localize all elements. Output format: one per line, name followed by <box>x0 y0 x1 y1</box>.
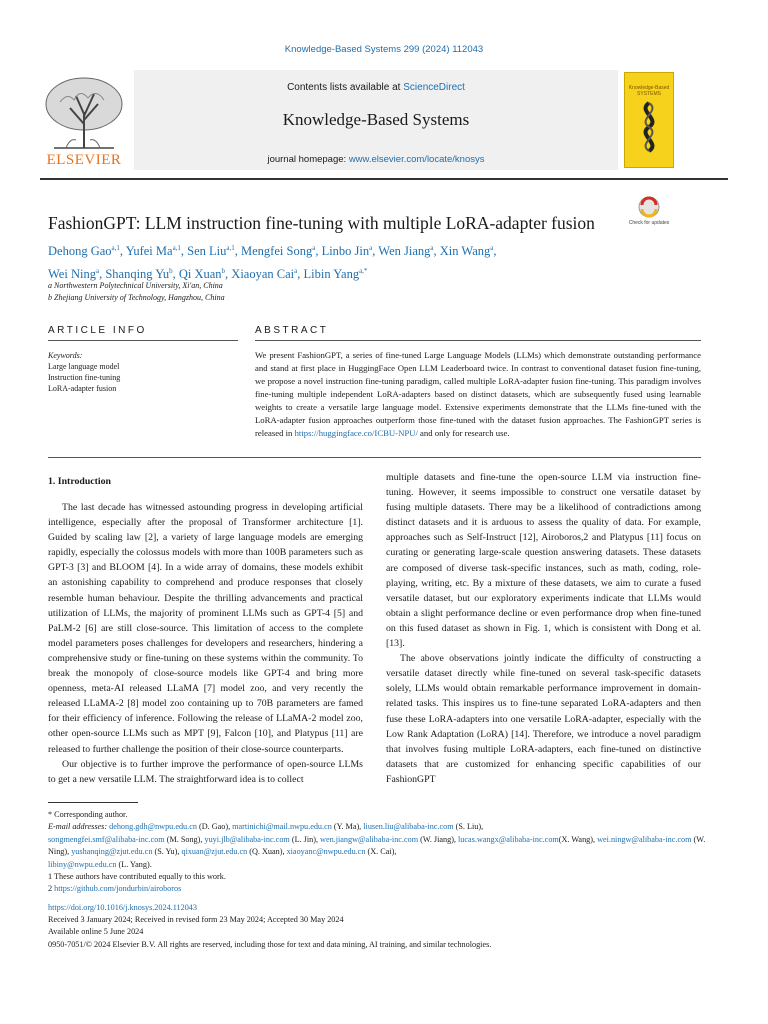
homepage-link[interactable]: www.elsevier.com/locate/knosys <box>348 154 485 165</box>
email-link[interactable]: wen.jiangw@alibaba-inc.com <box>320 834 419 844</box>
email-link[interactable]: qixuan@zjut.edu.cn <box>181 847 248 857</box>
author-affiliation-mark: a,1 <box>172 244 181 252</box>
intro-paragraph: The above observations jointly indicate the difficulty of constructing a versatile dataset directly while fine-tuned on several task-specific datasets solely, LLMs would obtain remarkable performance improvement in domain-related tasks. This inspires us to fine-tune separated LoRA-adapters and then fuse these LoRA-adapters into one versatile LoRA-adapter, especially with the Low Rank Adaptation (LoRA) [14]. Therefore, we introduce a novel paradigm that involves fusing multiple LoRA-adapters, each fine-tuned on distinctive datasets that are customized for enhancing specific capabilities of our FashionGPT <box>386 653 701 785</box>
contents-available <box>134 82 618 93</box>
email-owner: (L. Jin), <box>289 834 321 844</box>
email-label: E-mail addresses: <box>48 822 108 832</box>
doi-link[interactable]: https://doi.org/10.1016/j.knosys.2024.112043 <box>48 903 197 912</box>
email-owner: (Y. Ma), <box>331 822 364 832</box>
abstract-rule <box>255 340 701 341</box>
sciencedirect-link[interactable]: ScienceDirect <box>403 82 465 93</box>
left-column <box>48 500 363 787</box>
author-name[interactable]: Mengfei Song <box>241 244 313 259</box>
abstract-text <box>255 349 701 440</box>
author-affiliation-mark: a <box>490 244 494 252</box>
journal-homepage <box>134 154 618 165</box>
email-owner: (S. Yu), <box>152 847 182 857</box>
author-affiliation-mark: a <box>312 244 316 252</box>
available-online: Available online 5 June 2024 <box>48 927 144 937</box>
abstract-tail: and only for research use. <box>417 428 510 438</box>
email-link[interactable]: lucas.wangx@alibaba-inc.com <box>458 834 559 844</box>
right-column <box>386 470 701 787</box>
journal-cover-thumbnail[interactable] <box>624 72 674 168</box>
received-dates: Received 3 January 2024; Received in revised form 23 May 2024; Accepted 30 May 2024 <box>48 915 344 925</box>
keyword: LoRA-adapter fusion <box>48 384 117 393</box>
author-affiliation-mark: b <box>169 267 173 276</box>
header-rule <box>40 178 728 180</box>
author-name[interactable]: Wei Ning <box>48 267 96 282</box>
airoboros-link[interactable]: https://github.com/jondurbin/airoboros <box>54 884 182 894</box>
abstract-body: We present FashionGPT, a series of fine-tuned Large Language Models (LLMs) which demonstrate outstanding performance and stand at first place in HuggingFace Open LLM Leaderboard twice. In contrast to conventional dataset fusion fine-tuning, we propose a novel instruction fine-tuning paradigm, called multiple LoRA-adapter fusion fine-tuning. This paradigm involves fine-tuning multiple independent LoRA-adapters based on distinct datasets, which are subsequently fused using learnable weights to create a versatile large language model. Extensive experiments demonstrate that the LLMs fine-tuned with the LoRA-adapter fusion approaches outperform those fine-tuned with the dataset fusion approaches. The FashionGPT series is released in <box>255 350 701 438</box>
author-list <box>48 238 688 284</box>
abstract-heading: ABSTRACT <box>255 325 329 336</box>
keyword: Large language model <box>48 362 120 371</box>
email-link[interactable]: liusen.liu@alibaba-inc.com <box>363 822 454 832</box>
email-owner: (W. Ning), <box>48 834 706 857</box>
email-link[interactable]: yuyi.jlb@alibaba-inc.com <box>204 834 290 844</box>
author-name[interactable]: Yufei Ma <box>125 244 173 259</box>
author-name[interactable]: Libin Yang <box>303 267 360 282</box>
author-affiliation-mark: a <box>430 244 434 252</box>
equal-contribution-note: 1 These authors have contributed equally to this work. <box>48 872 226 882</box>
homepage-prefix: journal homepage: <box>267 154 349 165</box>
check-for-updates-label: Check for updates <box>628 220 670 226</box>
author-name[interactable]: Linbo Jin <box>321 244 370 259</box>
author-name[interactable]: Shanqing Yu <box>105 267 170 282</box>
intro-paragraph: multiple datasets and fine-tune the open-source LLM via instruction fine-tuning. However, it seems impossible to construct one versatile dataset by fusing multiple datasets. There may be a likelihood of contradictions among distinct datasets and it is arduous to assess the quality of data. For example, approaches such as Self-Instruct [12], Airoboros,2 and Platypus [11] focus on curating or generating large-scale question answering datasets. These datasets are composed of diverse task-specific instances, such as math, coding, role-playing, writing, etc. By a mixture of these datasets, we aim to curate a fused versatile dataset, but our exploratory experiments indicate that LLMs would obtain a slight performance decline or even performance drop when fine-tuned on this fused dataset as shown in Fig. 1, which is consistent with Dong et al. [13]. <box>386 472 701 650</box>
keyword: Instruction fine-tuning <box>48 373 121 382</box>
email-link[interactable]: dehong.gdh@nwpu.edu.cn <box>109 822 197 832</box>
email-owner: (W. Jiang), <box>418 834 459 844</box>
email-link[interactable]: libiny@nwpu.edu.cn <box>48 859 117 869</box>
email-owner: (S. Liu), <box>453 822 484 832</box>
contents-prefix: Contents lists available at <box>287 82 404 93</box>
affiliation-a: a Northwestern Polytechnical University, Xi'an, China <box>48 281 223 290</box>
airoboros-footnote <box>48 883 728 895</box>
intro-paragraph: Our objective is to further improve the performance of open-source LLMs to get a new versatile LLM. The straightforward idea is to collect <box>48 758 363 785</box>
email-link[interactable]: yushanqing@zjut.edu.cn <box>71 847 153 857</box>
author-affiliation-mark: a,* <box>359 267 368 276</box>
email-owner: (X. Cai), <box>365 847 397 857</box>
copyright-line: 0950-7051/© 2024 Elsevier B.V. All rights are reserved, including those for text and data mining, AI training, and similar technologies. <box>48 939 492 949</box>
author-name[interactable]: Xin Wang <box>439 244 491 259</box>
section-heading-introduction: 1. Introduction <box>48 476 111 487</box>
journal-name[interactable]: Knowledge-Based Systems <box>282 110 470 129</box>
footnote-number: 2 <box>48 884 55 894</box>
author-line-1: Dehong Gao$^{a,1}$, Yufei Ma$^{a,1}$, Sen Liu$^{a,1}$, Mengfei Song$^a$, Linbo Jin$^a$, Wen Jiang$^a$, Xin Wang$^a$, <box>48 244 497 259</box>
article-info-rule <box>48 340 238 341</box>
author-affiliation-mark: a <box>294 267 298 276</box>
author-line-2: Wei Ning$^a$, Shanqing Yu$^b$, Qi Xuan$^b$, Xiaoyan Cai$^a$, Libin Yang$^{a,*}$ <box>48 267 368 282</box>
corresponding-author-note: * Corresponding author. <box>48 810 128 819</box>
email-owner: (Q. Xuan), <box>247 847 287 857</box>
author-affiliation-mark: a,1 <box>111 244 120 252</box>
email-link[interactable]: martinichi@mail.nwpu.edu.cn <box>232 822 332 832</box>
huggingface-link[interactable]: https://huggingface.co/ICBU-NPU/ <box>294 428 418 438</box>
intro-paragraph: The last decade has witnessed astounding progress in developing artificial intelligence, especially after the proposal of Transformer architecture [1]. Guided by scaling law [2], a variety of large language models are emerging rapidly, especially the colossus models with more than 100B parameters such as GPT-3 [3] and BLOOM [4]. In a wide array of domains, these models exhibit an astonishing capability to comprehend and produce responses that closely resemble human behaviour. Despite the thrilling advancements and practical utilization of LLMs, the majority of prominent LLMs such as GPT-4 [5] and PaLM-2 [6] are still close-source. This limitation of access to the complete model parameters poses challenges for developers and researchers, hindering a comprehensive study or fine-tuning on these systems within the community. To break the monopoly of close-source models like GPT-4 and bring more openness, meta-AI released LLaMA [7] model zoo, and very recently the released LLaMA-2 [8] model zoo containing up to 70B parameters are famed for their efficiency of inference. Following the release of LLaMA-2 model zoo, other open-source LLMs such as MPT [9], Falcon [10], and Platypus [11] are released to further challenge the position of their close-source counterparts. <box>48 502 363 755</box>
email-owner: (D. Gao), <box>196 822 233 832</box>
email-link[interactable]: wei.ningw@alibaba-inc.com <box>597 834 692 844</box>
email-addresses <box>48 821 728 871</box>
article-metadata <box>48 902 728 951</box>
email-owner: (M. Song), <box>164 834 205 844</box>
email-link[interactable]: xiaoyanc@nwpu.edu.cn <box>286 847 366 857</box>
elsevier-wordmark[interactable]: ELSEVIER <box>46 152 122 168</box>
article-info-heading: ARTICLE INFO <box>48 325 147 336</box>
cover-image-icon <box>635 101 663 157</box>
footnote-rule <box>48 802 138 803</box>
author-affiliation-mark: b <box>221 267 226 276</box>
check-for-updates-icon[interactable] <box>628 195 670 239</box>
author-affiliation-mark: a <box>95 267 100 276</box>
affiliation-b: b Zhejiang University of Technology, Hangzhou, China <box>48 293 225 302</box>
author-name[interactable]: Sen Liu <box>187 244 227 259</box>
footnotes <box>48 809 728 896</box>
keywords-label: Keywords: <box>48 351 83 360</box>
author-name[interactable]: Dehong Gao <box>48 244 112 259</box>
abstract-bottom-rule <box>48 457 701 458</box>
email-owner: (L. Yang). <box>116 859 152 869</box>
email-owner: (X. Wang), <box>558 834 598 844</box>
journal-reference[interactable]: Knowledge-Based Systems 299 (2024) 112043 <box>284 44 484 55</box>
author-name[interactable]: Xiaoyan Cai <box>231 267 295 282</box>
author-name[interactable]: Qi Xuan <box>178 267 222 282</box>
author-name[interactable]: Wen Jiang <box>378 244 431 259</box>
author-affiliation-mark: a,1 <box>226 244 235 252</box>
email-link[interactable]: songmengfei.smf@alibaba-inc.com <box>48 834 165 844</box>
cover-title: Knowledge-Based SYSTEMS <box>628 85 670 97</box>
paper-title: FashionGPT: LLM instruction fine-tuning with multiple LoRA-adapter fusion <box>48 213 595 233</box>
author-affiliation-mark: a <box>369 244 373 252</box>
